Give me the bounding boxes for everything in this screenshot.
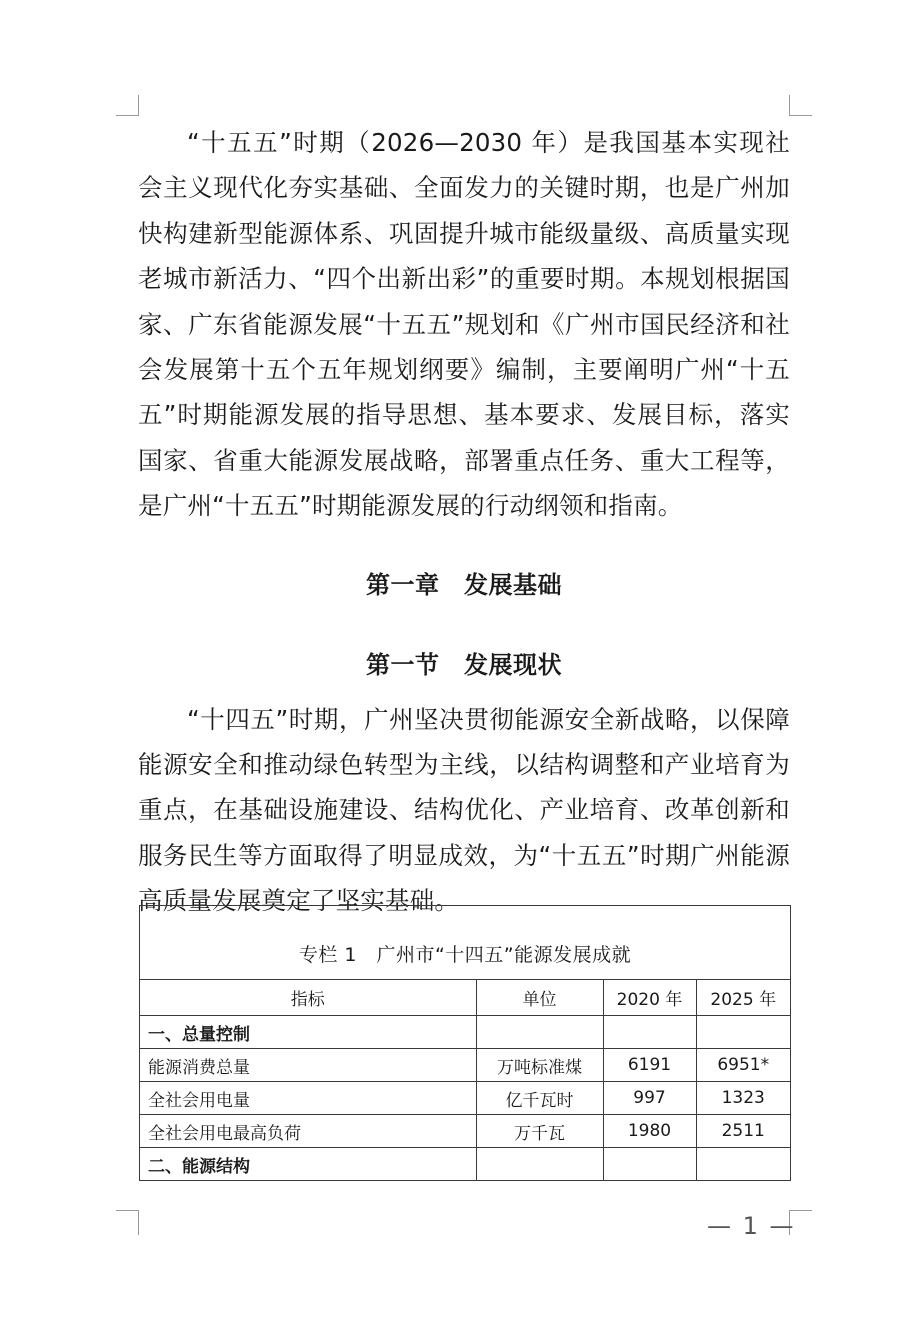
row-2020: 6191 <box>603 1049 696 1082</box>
header-2020: 2020 年 <box>603 980 696 1016</box>
row-2025: 1323 <box>696 1082 790 1115</box>
achievements-table-box <box>139 905 791 1181</box>
table-row <box>140 1148 790 1181</box>
section-heading: 第一节 发展现状 <box>366 650 562 679</box>
header-indicator: 指标 <box>140 980 476 1016</box>
row-2020: 1980 <box>603 1115 696 1148</box>
row-unit: 万千瓦 <box>476 1115 603 1148</box>
row-unit <box>476 1016 603 1049</box>
row-2020: 997 <box>603 1082 696 1115</box>
table-row <box>140 1115 790 1148</box>
row-indicator: 二、能源结构 <box>140 1148 476 1181</box>
row-2025: 2511 <box>696 1115 790 1148</box>
row-unit: 万吨标准煤 <box>476 1049 603 1082</box>
body-text <box>138 120 790 924</box>
status-paragraph: “十四五”时期，广州坚决贯彻能源安全新战略，以保障能源安全和推动绿色转型为主线，以结构调整和产业培育为重点，在基础设施建设、结构优化、产业培育、改革创新和服务民生等方面取得了明显成效，为“十五五”时期广州能源高质量发展奠定了坚实基础。 <box>138 704 790 916</box>
row-2025 <box>696 1148 790 1181</box>
achievements-table <box>140 980 790 1180</box>
crop-mark-top-left <box>116 95 139 116</box>
table-header-row <box>140 980 790 1016</box>
row-2025: 6951* <box>696 1049 790 1082</box>
row-unit <box>476 1148 603 1181</box>
row-2025 <box>696 1016 790 1049</box>
page-number: — 1 — <box>707 1212 796 1240</box>
header-2025: 2025 年 <box>696 980 790 1016</box>
intro-paragraph: “十五五”时期（2026—2030 年）是我国基本实现社会主义现代化夯实基础、全面发力的关键时期，也是广州加快构建新型能源体系、巩固提升城市能级量级、高质量实现老城市新活力、“四个出新出彩”的重要时期。本规划根据国家、广东省能源发展“十五五”规划和《广州市国民经济和社会发展第十五个五年规划纲要》编制，主要阐明广州“十五五”时期能源发展的指导思想、基本要求、发展目标，落实国家、省重大能源发展战略，部署重点任务、重大工程等，是广州“十五五”时期能源发展的行动纲领和指南。 <box>138 128 790 521</box>
row-2020 <box>603 1016 696 1049</box>
table-row <box>140 1082 790 1115</box>
crop-mark-bottom-left <box>116 1210 139 1235</box>
row-indicator: 全社会用电量 <box>140 1082 476 1115</box>
header-unit: 单位 <box>476 980 603 1016</box>
table-row <box>140 1016 790 1049</box>
crop-mark-top-right <box>789 95 812 116</box>
table-title: 专栏 1 广州市“十四五”能源发展成就 <box>140 906 790 980</box>
row-2020 <box>603 1148 696 1181</box>
chapter-heading: 第一章 发展基础 <box>366 570 562 599</box>
row-indicator: 能源消费总量 <box>140 1049 476 1082</box>
table-row <box>140 1049 790 1082</box>
row-indicator: 一、总量控制 <box>140 1016 476 1049</box>
row-indicator: 全社会用电最高负荷 <box>140 1115 476 1148</box>
row-unit: 亿千瓦时 <box>476 1082 603 1115</box>
